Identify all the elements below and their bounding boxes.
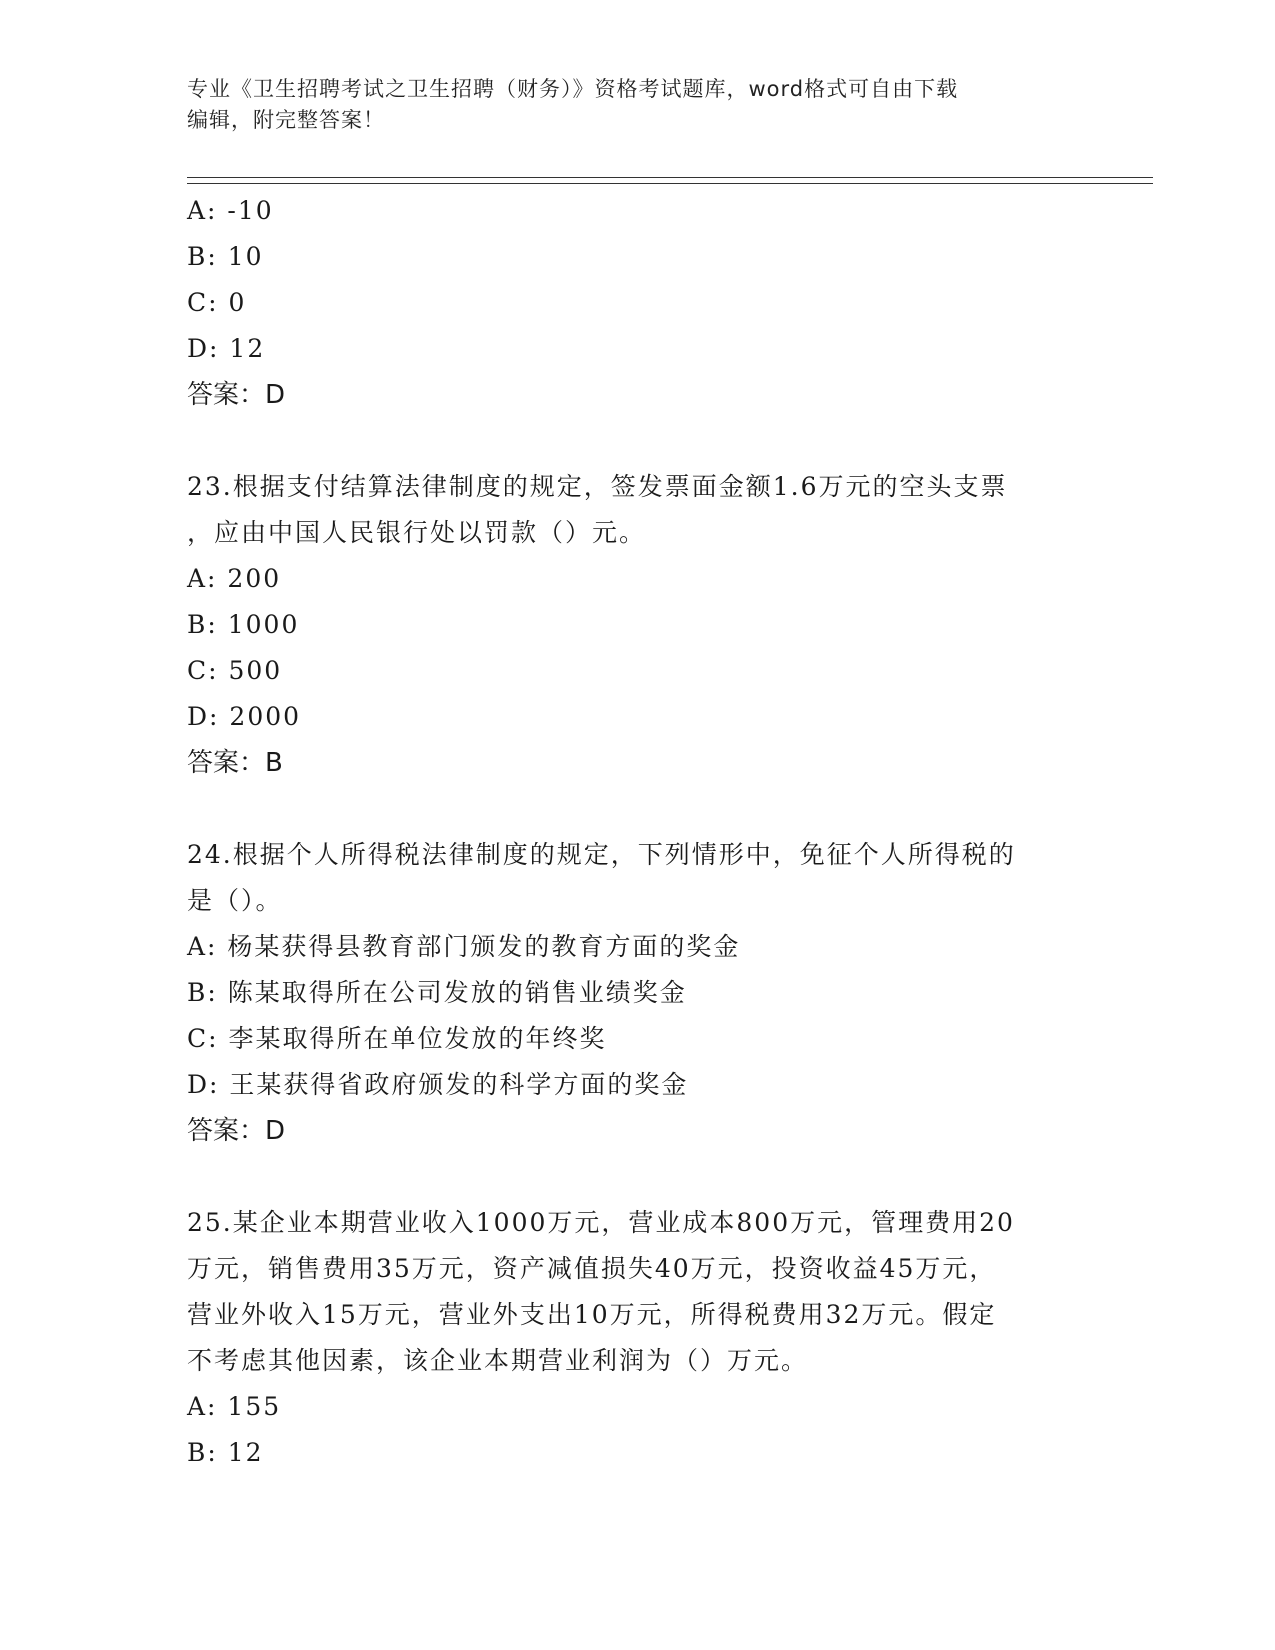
answer-line: 答案：D — [187, 380, 286, 410]
header-line-2: 编辑，附完整答案！ — [187, 108, 385, 132]
option-b: B: 1000 — [187, 610, 300, 639]
question-stem-line: 万元，销售费用35万元，资产减值损失40万元，投资收益45万元， — [187, 1254, 997, 1283]
header-line-1: 专业《卫生招聘考试之卫生招聘（财务）》资格考试题库，word格式可自由下载 — [187, 77, 959, 101]
question-stem-line: 23.根据支付结算法律制度的规定，签发票面金额1.6万元的空头支票 — [187, 472, 1008, 501]
answer-line: 答案：D — [187, 1116, 286, 1146]
option-c: C: 0 — [187, 288, 247, 317]
option-a: A: -10 — [187, 196, 274, 225]
option-b: B: 陈某取得所在公司发放的销售业绩奖金 — [187, 978, 687, 1007]
option-a: A: 200 — [187, 564, 282, 593]
option-a: A: 155 — [187, 1392, 282, 1421]
option-a: A: 杨某获得县教育部门颁发的教育方面的奖金 — [187, 932, 741, 961]
answer-line: 答案：B — [187, 748, 283, 778]
question-stem-line: 营业外收入15万元，营业外支出10万元，所得税费用32万元。假定 — [187, 1300, 997, 1329]
option-b: B: 10 — [187, 242, 264, 271]
question-stem-line: 25.某企业本期营业收入1000万元，营业成本800万元，管理费用20 — [187, 1208, 1015, 1237]
spacer — [187, 786, 1087, 832]
question-stem-line: 24.根据个人所得税法律制度的规定，下列情形中，免征个人所得税的 — [187, 840, 1016, 869]
question-24 — [187, 832, 1087, 1154]
question-stem-line: ，应由中国人民银行处以罚款（）元。 — [187, 518, 647, 547]
question-22 — [187, 188, 1087, 418]
option-b: B: 12 — [187, 1438, 264, 1467]
header-divider-top — [187, 177, 1153, 178]
document-header — [187, 74, 1077, 136]
spacer — [187, 1154, 1087, 1200]
spacer — [187, 418, 1087, 464]
question-list — [187, 188, 1087, 1476]
question-stem-line: 是（）。 — [187, 886, 283, 915]
question-23 — [187, 464, 1087, 786]
option-d: D: 2000 — [187, 702, 302, 731]
option-c: C: 李某取得所在单位发放的年终奖 — [187, 1024, 607, 1053]
option-c: C: 500 — [187, 656, 283, 685]
question-stem-line: 不考虑其他因素，该企业本期营业利润为（）万元。 — [187, 1346, 809, 1375]
option-d: D: 12 — [187, 334, 266, 363]
option-d: D: 王某获得省政府颁发的科学方面的奖金 — [187, 1070, 689, 1099]
header-divider-bottom — [187, 183, 1153, 184]
question-25 — [187, 1200, 1087, 1476]
